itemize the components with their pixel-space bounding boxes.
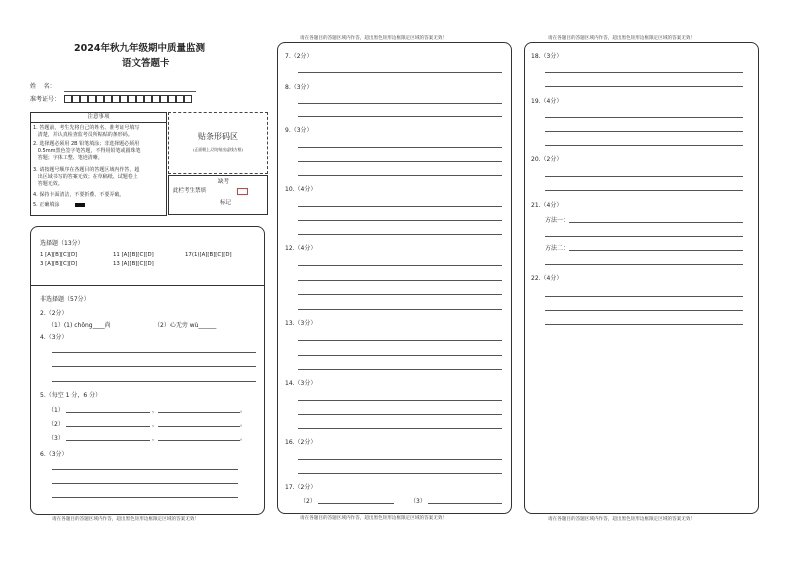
- q16-label: 16.（2分）: [285, 439, 317, 446]
- method2-label: 方法二：: [545, 245, 570, 252]
- top-warning: 请在各题目的答题区域内作答，超出黑色矩形边框限定区域的答案无效！: [548, 36, 696, 41]
- bottom-warning: 请在各题目的答题区域内作答，超出黑色矩形边框限定区域的答案无效！: [300, 516, 448, 521]
- answer-line[interactable]: [298, 175, 502, 176]
- answer-line[interactable]: [298, 309, 502, 310]
- q17-2-label: （2）: [300, 498, 316, 505]
- q6-label: 6.（3分）: [40, 451, 68, 458]
- answer-line[interactable]: [545, 117, 743, 118]
- barcode-title: 贴条形码区: [198, 132, 238, 141]
- period: 。: [240, 407, 247, 414]
- notice-rule: 1. 答题前，考生先将自己的姓名、准考证号填写: [33, 125, 140, 131]
- barcode-note: (正面朝上,切勿贴出虚线方框): [193, 147, 243, 152]
- answer-line[interactable]: [298, 340, 502, 341]
- answer-line[interactable]: [545, 296, 743, 297]
- exam-no-label: 准考证号：: [30, 96, 61, 103]
- method1-label: 方法一：: [545, 217, 570, 224]
- notice-rule: 清楚，并认真检查监考员所粘贴的条形码。: [33, 132, 133, 138]
- nonchoice-title: 非选择题（57分）: [40, 296, 90, 303]
- notice-rule: 0.5mm黑色签字笔答题，不得用铅笔或圆珠笔: [33, 148, 141, 154]
- answer-line[interactable]: [298, 400, 502, 401]
- answer-line[interactable]: [298, 161, 502, 162]
- period: 。: [240, 421, 247, 428]
- answer-line[interactable]: [545, 86, 743, 87]
- answer-line[interactable]: [66, 440, 150, 441]
- q17-3-label: （3）: [410, 498, 426, 505]
- choice-title: 选择题（13分）: [40, 240, 84, 247]
- col1-panel: [30, 226, 265, 515]
- answer-line[interactable]: [569, 250, 743, 251]
- q5-label: 5.（每空 1 分，6 分）: [40, 392, 102, 399]
- answer-line[interactable]: [158, 426, 240, 427]
- section-divider: [30, 285, 264, 286]
- q17-label: 17.（2分）: [285, 484, 317, 491]
- answer-line[interactable]: [298, 234, 502, 235]
- notice-rule: 答题无效。: [33, 181, 63, 187]
- absent-forbid: 此栏考生禁填: [173, 188, 207, 194]
- answer-line[interactable]: [298, 414, 502, 415]
- answer-line[interactable]: [545, 131, 743, 132]
- answer-line[interactable]: [52, 352, 256, 353]
- choice-row[interactable]: 1 [A][B][C][D]: [40, 252, 78, 258]
- q5-1-label: （1）: [48, 407, 64, 414]
- absent-checkbox[interactable]: [237, 188, 248, 195]
- answer-line[interactable]: [298, 220, 502, 221]
- notice-rule: 答题；字体工整、笔迹清晰。: [33, 155, 103, 161]
- notice-rule: 2. 选择题必须用 2B 铅笔填涂；非选择题必须用: [33, 141, 140, 147]
- q12-label: 12.（4分）: [285, 245, 317, 252]
- barcode-area: [168, 112, 268, 174]
- name-label: 姓 名：: [30, 83, 56, 90]
- answer-line[interactable]: [569, 222, 743, 223]
- q19-label: 19.（4分）: [531, 98, 563, 105]
- bottom-warning: 请在各题目的答题区域内作答，超出黑色矩形边框限定区域的答案无效！: [548, 517, 696, 522]
- filled-mark-example: [75, 203, 85, 207]
- answer-line[interactable]: [298, 280, 502, 281]
- sheet-title: 2024年秋九年级期中质量监测: [74, 43, 205, 54]
- q5-3-label: （3）: [48, 435, 64, 442]
- q4-label: 4.（3分）: [40, 334, 68, 341]
- notice-title: 注意事项: [31, 113, 166, 123]
- notice-rule: 5. 正确填涂: [33, 202, 60, 208]
- answer-line[interactable]: [298, 355, 502, 356]
- bottom-warning: 请在各题目的答题区域内作答，超出黑色矩形边框限定区域的答案无效！: [52, 517, 200, 522]
- q5-2-label: （2）: [48, 421, 64, 428]
- q2-sub1: （1）(1) chōng____尚: [48, 322, 111, 329]
- answer-line[interactable]: [158, 412, 240, 413]
- notice-box: [30, 112, 167, 216]
- answer-line[interactable]: [545, 310, 743, 311]
- answer-line[interactable]: [428, 503, 502, 504]
- q7-label: 7.（2分）: [285, 53, 313, 60]
- exam-no-boxes[interactable]: [64, 95, 192, 103]
- answer-line[interactable]: [298, 428, 502, 429]
- answer-line[interactable]: [545, 324, 743, 325]
- answer-line[interactable]: [66, 412, 150, 413]
- q2-label: 2.（2分）: [40, 310, 68, 317]
- q22-label: 22.（4分）: [531, 275, 563, 282]
- answer-line[interactable]: [52, 469, 238, 470]
- q13-label: 13.（3分）: [285, 320, 317, 327]
- absent-mark-label: 标记: [220, 200, 232, 206]
- answer-line[interactable]: [545, 72, 743, 73]
- answer-line[interactable]: [298, 116, 502, 117]
- answer-line[interactable]: [52, 483, 238, 484]
- answer-line[interactable]: [545, 176, 743, 177]
- answer-line[interactable]: [298, 103, 502, 104]
- period: 。: [240, 435, 247, 442]
- answer-line[interactable]: [298, 72, 502, 73]
- notice-rule: 4. 保持卡面清洁，不要折叠、不要弄破。: [33, 192, 125, 198]
- answer-line[interactable]: [298, 473, 502, 474]
- answer-line[interactable]: [298, 265, 502, 266]
- answer-line[interactable]: [545, 190, 743, 191]
- comma: ，: [152, 435, 159, 442]
- answer-line[interactable]: [545, 264, 743, 265]
- answer-line[interactable]: [52, 497, 238, 498]
- q18-label: 18.（3分）: [531, 53, 563, 60]
- answer-line[interactable]: [298, 147, 502, 148]
- sheet-subtitle: 语文答题卡: [122, 58, 170, 69]
- choice-row[interactable]: 13 [A][B][C][D]: [113, 261, 154, 267]
- q2-sub2: （2）心无旁 wù______: [154, 322, 217, 329]
- answer-line[interactable]: [545, 145, 743, 146]
- answer-line[interactable]: [298, 369, 502, 370]
- choice-row[interactable]: 17(1)[A][B][C][D]: [185, 252, 232, 258]
- answer-line[interactable]: [298, 459, 502, 460]
- answer-line[interactable]: [52, 381, 256, 382]
- answer-line[interactable]: [158, 440, 240, 441]
- name-field[interactable]: [64, 91, 196, 92]
- q21-label: 21.（4分）: [531, 202, 563, 209]
- absent-box: [168, 175, 268, 215]
- answer-line[interactable]: [66, 426, 150, 427]
- answer-line[interactable]: [298, 206, 502, 207]
- comma: ，: [152, 421, 159, 428]
- absent-label: 缺考: [218, 179, 230, 185]
- answer-line[interactable]: [52, 366, 256, 367]
- top-warning: 请在各题目的答题区域内作答，超出黑色矩形边框限定区域的答案无效！: [300, 36, 448, 41]
- q9-label: 9.（3分）: [285, 127, 313, 134]
- q8-label: 8.（3分）: [285, 84, 313, 91]
- choice-row[interactable]: 11 [A][B][C][D]: [113, 252, 154, 258]
- choice-row[interactable]: 3 [A][B][C][D]: [40, 261, 78, 267]
- q14-label: 14.（3分）: [285, 380, 317, 387]
- q10-label: 10.（4分）: [285, 186, 317, 193]
- notice-rule: 3. 请按题号顺序在各题目的答题区域内作答，超: [33, 167, 140, 173]
- answer-line[interactable]: [318, 503, 394, 504]
- answer-line[interactable]: [298, 294, 502, 295]
- comma: ，: [152, 407, 159, 414]
- notice-rule: 出区域书写的答案无效；在草稿纸、试题卷上: [33, 174, 138, 180]
- answer-line[interactable]: [545, 236, 743, 237]
- q20-label: 20.（2分）: [531, 156, 563, 163]
